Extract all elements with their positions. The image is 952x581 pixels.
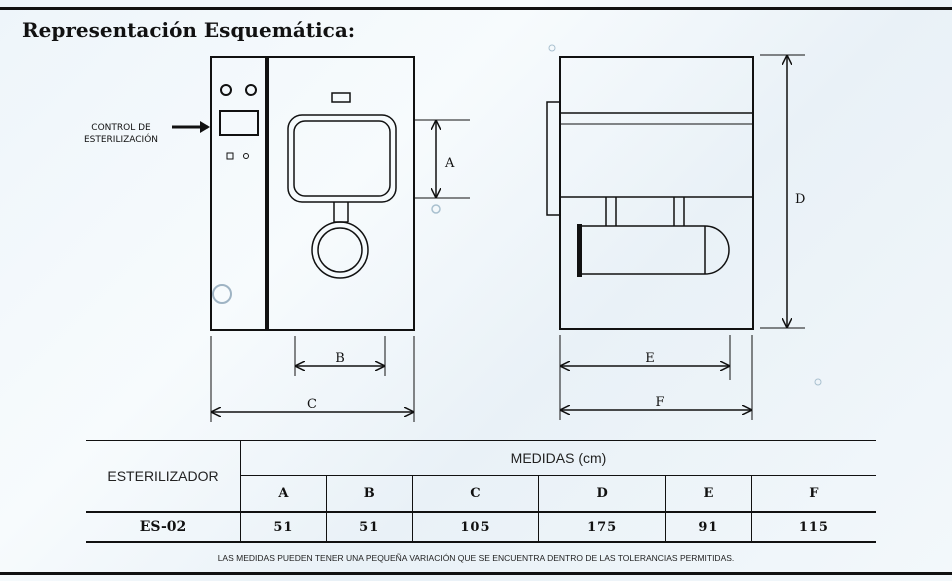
- value-cell: 175: [539, 512, 666, 542]
- value-cell: 51: [326, 512, 412, 542]
- value-cell: 105: [412, 512, 539, 542]
- side-view: [547, 57, 753, 329]
- tank-flange: [577, 224, 582, 277]
- dimension-d-label: D: [795, 192, 806, 207]
- door-latch: [332, 93, 350, 102]
- tolerance-note: LAS MEDIDAS PUEDEN TENER UNA PEQUEÑA VARIACIÓN QUE SE ENCUENTRA DENTRO DE LAS TOLERANCIAS PERMITIDAS.: [217, 553, 735, 563]
- column-header: D: [539, 476, 666, 512]
- dimension-a-label: A: [445, 156, 455, 171]
- bubble-decoration: [432, 205, 440, 213]
- bottom-rule: [0, 572, 952, 575]
- dimension-e: [560, 335, 730, 420]
- dimension-b: [295, 336, 385, 376]
- tank-profile: [580, 226, 729, 274]
- indicator-light: [221, 85, 231, 95]
- measurements-table: [86, 440, 876, 543]
- column-header: C: [412, 476, 539, 512]
- dimension-c-label: C: [307, 397, 317, 412]
- chamber-profile: [560, 113, 753, 197]
- column-header: A: [241, 476, 327, 512]
- column-header: B: [326, 476, 412, 512]
- dimension-d: [760, 55, 805, 328]
- column-header: E: [666, 476, 752, 512]
- side-body: [560, 57, 753, 329]
- table-row: [86, 512, 876, 542]
- group-header-cell: MEDIDAS (cm): [241, 441, 877, 476]
- column-header: F: [751, 476, 876, 512]
- section-title: Representación Esquemática:: [22, 18, 356, 42]
- control-panel: [211, 57, 266, 330]
- value-cell: 51: [241, 512, 327, 542]
- tank-inner: [318, 228, 362, 272]
- bubble-decoration: [213, 285, 231, 303]
- value-cell: 115: [751, 512, 876, 542]
- value-cell: 91: [666, 512, 752, 542]
- bubble-decoration: [815, 379, 821, 385]
- dimension-b-label: B: [335, 351, 345, 366]
- door-frame: [288, 115, 396, 202]
- model-cell: ES-02: [86, 512, 241, 542]
- control-switch: [227, 153, 233, 159]
- dimension-c: [211, 336, 414, 422]
- control-callout: [84, 121, 210, 145]
- control-display: [220, 111, 258, 135]
- door-window: [294, 121, 390, 196]
- tank-outer: [312, 222, 368, 278]
- dimension-f-label: F: [655, 395, 665, 410]
- front-view: [211, 57, 414, 330]
- door-profile: [547, 102, 560, 215]
- dimension-f: [561, 335, 752, 420]
- control-label-line1: CONTROL DE: [91, 123, 151, 133]
- indicator-light: [246, 85, 256, 95]
- dimension-a: [415, 120, 470, 198]
- row-header-cell: ESTERILIZADOR: [86, 441, 241, 513]
- control-knob: [244, 154, 249, 159]
- bubble-decoration: [549, 45, 555, 51]
- dimension-e-label: E: [645, 351, 655, 366]
- control-label-line2: ESTERILIZACIÓN: [83, 135, 159, 145]
